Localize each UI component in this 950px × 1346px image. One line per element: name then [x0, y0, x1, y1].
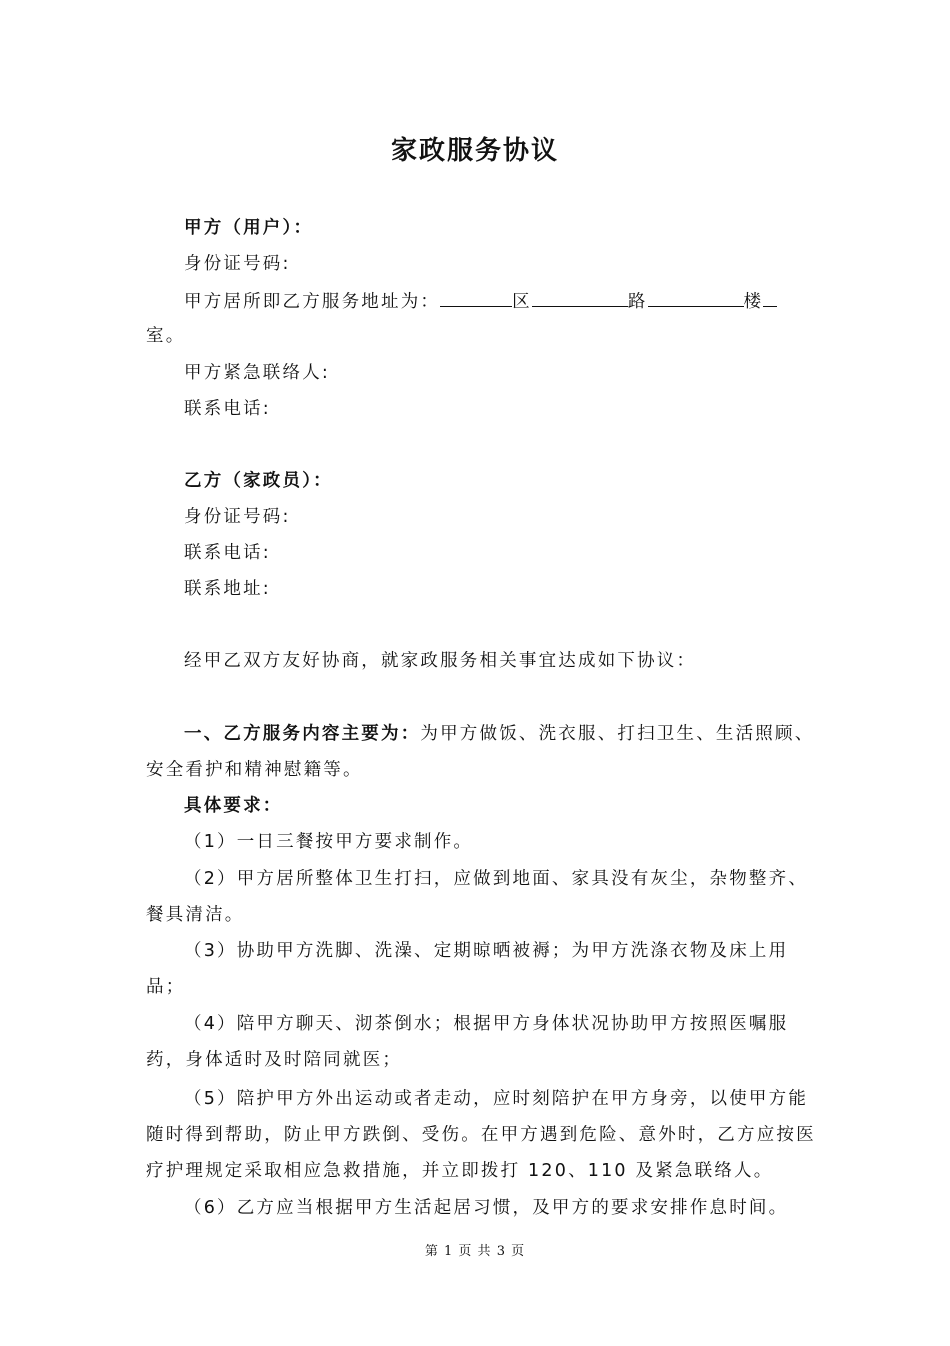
requirement-item-3: （3）协助甲方洗脚、洗澡、定期晾晒被褥；为甲方洗涤衣物及床上用: [184, 941, 789, 961]
requirement-item-6: （6）乙方应当根据甲方生活起居习惯，及甲方的要求安排作息时间。: [184, 1198, 789, 1218]
building-label: 楼: [743, 292, 764, 312]
address-prefix: 甲方居所即乙方服务地址为：: [184, 292, 441, 312]
requirement-item-5: （5）陪护甲方外出运动或者走动，应时刻陪护在甲方身旁，以使甲方能: [184, 1089, 809, 1109]
requirement-item-2-cont: 餐具清洁。: [146, 905, 245, 925]
requirements-heading: 具体要求：: [184, 796, 283, 816]
party-a-address-line: [184, 288, 777, 314]
page-footer: 第 1 页 共 3 页: [424, 1244, 526, 1259]
section-1-heading: 一、乙方服务内容主要为：: [184, 724, 421, 744]
requirement-item-3-cont: 品；: [146, 977, 186, 997]
requirement-item-5-cont-1: 随时得到帮助，防止甲方跌倒、受伤。在甲方遇到危险、意外时，乙方应按医: [146, 1125, 816, 1145]
road-blank[interactable]: [532, 288, 628, 307]
document-title: 家政服务协议: [390, 136, 559, 166]
party-b-heading: 乙方（家政员）：: [184, 471, 333, 491]
requirement-item-1: （1）一日三餐按甲方要求制作。: [184, 832, 474, 852]
requirement-item-4: （4）陪甲方聊天、沏茶倒水；根据甲方身体状况协助甲方按照医嘱服: [184, 1014, 789, 1034]
party-a-heading: 甲方（用户）：: [184, 218, 314, 238]
party-a-address-room: 室。: [146, 326, 186, 346]
road-label: 路: [627, 292, 648, 312]
room-blank[interactable]: [763, 288, 777, 307]
section-1-text-1: 为甲方做饭、洗衣服、打扫卫生、生活照顾、: [420, 724, 815, 744]
party-a-emergency-contact-label: 甲方紧急联络人:: [184, 363, 330, 383]
intro-paragraph: 经甲乙双方友好协商，就家政服务相关事宜达成如下协议：: [184, 651, 697, 671]
requirement-item-5-cont-2: 疗护理规定采取相应急救措施，并立即拨打 120、110 及紧急联络人。: [146, 1161, 774, 1181]
party-a-phone-label: 联系电话:: [184, 399, 271, 419]
district-blank[interactable]: [440, 288, 512, 307]
party-b-id-label: 身份证号码:: [184, 507, 291, 527]
district-label: 区: [512, 292, 532, 312]
party-b-phone-label: 联系电话:: [184, 543, 271, 563]
party-b-address-label: 联系地址:: [184, 579, 271, 599]
party-a-id-label: 身份证号码:: [184, 254, 291, 274]
section-1-text-2: 安全看护和精神慰籍等。: [146, 760, 363, 780]
section-1-line-1: [184, 722, 814, 746]
requirement-item-2: （2）甲方居所整体卫生打扫，应做到地面、家具没有灰尘，杂物整齐、: [184, 869, 809, 889]
requirement-item-4-cont: 药，身体适时及时陪同就医；: [146, 1050, 403, 1070]
building-blank[interactable]: [648, 288, 744, 307]
